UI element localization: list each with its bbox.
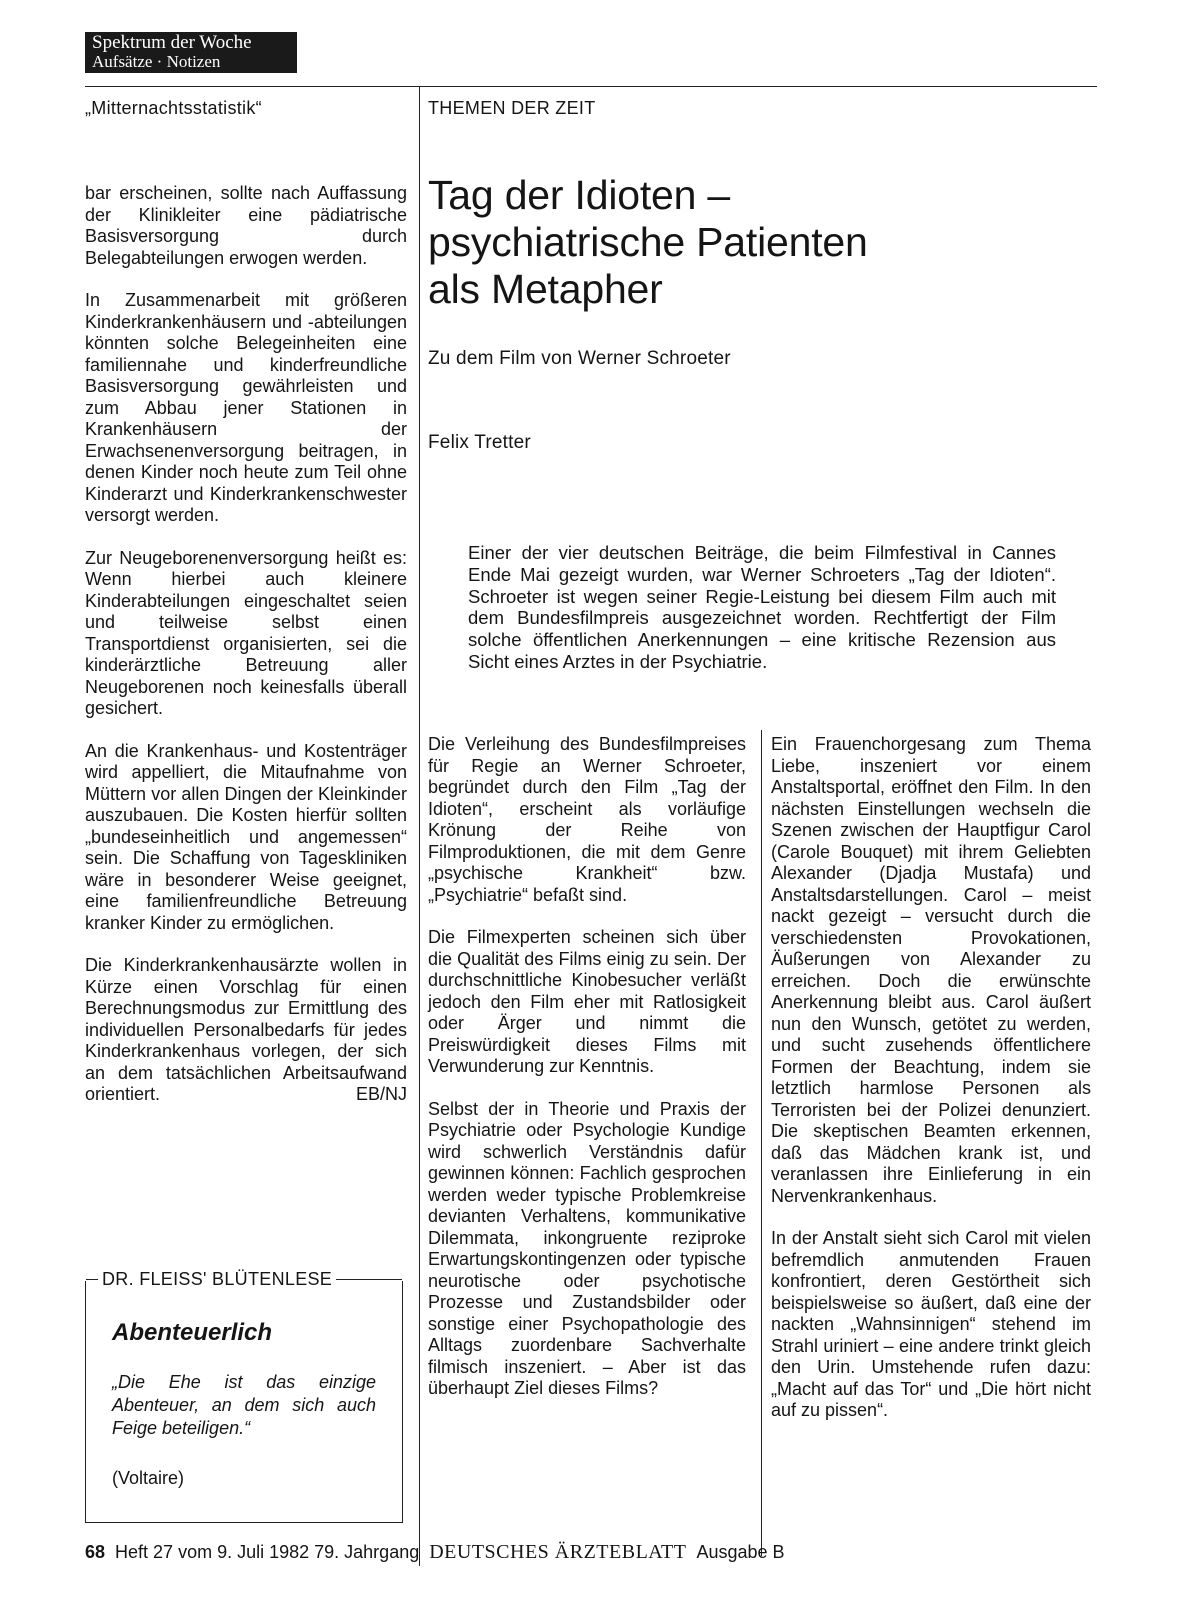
left-section-label: „Mitternachtsstatistik“ [85, 98, 262, 118]
signature: EB/NJ [355, 1084, 407, 1104]
article-paragraph: In der Anstalt sieht sich Carol mit vielen befremdlich anmutenden Frauen konfrontiert, deren Gestörtheit sich beispielsweise so äußert, daß eine der nackten „Wahnsinnigen“ stehend im Strahl uriniert – eine andere trinkt gleich den Urin. Umstehende rufen dazu: „Macht auf das Tor“ und „Die hört nicht auf zu pissen“. [771, 1228, 1091, 1420]
column-divider [419, 86, 420, 1566]
article-headline [428, 172, 1088, 313]
article-column-divider [761, 730, 762, 1556]
article-paragraph: Die Filmexperten scheinen sich über die Qualität des Films einig zu sein. Der durchschnittliche Kinobesucher verläßt jedoch den Film eher mit Ratlosigkeit oder Ärger und nimmt die Preiswürdigkeit dieses Films mit Verwunderung zur Kenntnis. [428, 927, 746, 1076]
page-number: 68 [85, 1542, 106, 1562]
headline-line: Tag der Idioten – [428, 172, 731, 218]
article-lead: Einer der vier deutschen Beiträge, die beim Filmfestival in Cannes Ende Mai gezeigt wurden, war Werner Schroeters „Tag der Idioten“. Schroeter ist wegen seiner Regie-Leistung bei diesem Film auch mit dem Bundesfilmpreis ausgezeichnet worden. Rechtfertigt der Film solche öffentlichen Anerkennungen – eine kritische Rezension aus Sicht eines Arztes in der Psychiatrie. [468, 542, 1056, 672]
masthead-line-2: Aufsätze · Notizen [92, 52, 221, 71]
left-paragraph-last [85, 955, 407, 1106]
article-paragraph: Die Verleihung des Bundesfilmpreises für Regie an Werner Schroeter, begründet durch den Film „Tag der Idioten“, erscheint als vorläufige Krönung der Reihe von Filmproduktionen, die mit dem Genre „psychische Krankheit“ bzw. „Psychiatrie“ befaßt sind. [428, 734, 746, 905]
article-paragraph: Ein Frauenchorgesang zum Thema Liebe, inszeniert vor einem Anstaltsportal, eröffnet den Film. In den nächsten Einstellungen wechseln die Szenen zwischen der Hauptfigur Carol (Carole Bouquet) mit ihrem Geliebten Alexander (Djadja Mustafa) und Anstaltsdarstellungen. Carol – meist nackt gezeigt – versucht durch die verschiedensten Provokationen, Äußerungen von Alexander zu erreichen. Doch die erwünschte Anerkennung bleibt aus. Carol äußert nun den Wunsch, getötet zu werden, und sucht zusehends öffentlichere Formen der Beachtung, indem sie letztlich harmlose Personen als Terroristen bei der Polizei denunziert. Die skeptischen Beamten erkennen, daß das Mädchen krank ist, und veranlassen ihre Einlieferung in ein Nervenkrankenhaus. [771, 734, 1091, 1206]
quote-author: (Voltaire) [112, 1468, 185, 1488]
edition: Ausgabe B [696, 1542, 785, 1562]
issue-info: Heft 27 vom 9. Juli 1982 79. Jahrgang [115, 1542, 420, 1562]
article-author: Felix Tretter [428, 432, 531, 453]
page-footer [85, 1541, 785, 1564]
section-masthead [85, 32, 297, 73]
article-paragraph: Selbst der in Theorie und Praxis der Psychiatrie oder Psychologie Kundige wird schwerlich Verständnis dafür gewinnen können: Fachlich gesprochen werden weder typische Problemkreise devianten Verhaltens, kommunikative Dilemmata, inkongruente reziproke Erwartungskontingenzen oder typische neurotische oder psychotische Prozesse und Zustandsbilder oder sonstige einer Psychopathologie des Alltags zuordenbare Sachverhalte filmisch inszeniert. – Aber ist das überhaupt Ziel dieses Films? [428, 1098, 746, 1398]
article-section-label: THEMEN DER ZEIT [428, 98, 596, 118]
masthead-line-1: Spektrum der Woche [92, 32, 252, 53]
headline-line: psychiatrische Patienten [428, 219, 868, 265]
quote-box-title: Abenteuerlich [112, 1319, 273, 1346]
quote-text: „Die Ehe ist das einzige Abenteuer, an dem sich auch Feige beteiligen.“ [112, 1372, 376, 1438]
quote-box-heading: DR. FLEISS' BLÜTENLESE [98, 1269, 336, 1290]
article-column-2 [771, 734, 1091, 1443]
left-paragraph: bar erscheinen, sollte nach Auffassung der Klinikleiter eine pädiatrische Basisversorgung durch Belegabteilungen erwogen werden. [85, 183, 407, 268]
left-paragraph: An die Krankenhaus- und Kostenträger wird appelliert, die Mitaufnahme von Müttern vor allen Dingen der Kleinkinder auszubauen. Die Kosten hierfür sollten „bundeseinheitlich und angemessen“ sein. Die Schaffung von Tageskliniken wäre in besonderer Weise geeignet, eine familienfreundliche Betreuung kranker Kinder zu ermöglichen. [85, 740, 407, 933]
left-column-body [85, 183, 407, 1127]
top-rule [85, 86, 1097, 87]
left-paragraph: Die Kinderkrankenhausärzte wollen in Kürze einen Vorschlag für einen Berechnungsmodus zur Ermittlung des individuellen Personalbedarfs für jedes Kinderkrankenhaus vorlegen, der sich an dem tatsächlichen Arbeitsaufwand orientiert. [85, 955, 407, 1104]
left-paragraph: Zur Neugeborenenversorgung heißt es: Wenn hierbei auch kleinere Kinderabteilungen eingeschaltet seien und teilweise selbst einen Transportdienst organisierten, sei die kinderärztliche Betreuung aller Neugeborenen noch keinesfalls überall gesichert. [85, 547, 407, 718]
quote-box-header [86, 1269, 402, 1290]
article-column-1 [428, 734, 746, 1421]
headline-line: als Metapher [428, 266, 663, 312]
article-subtitle: Zu dem Film von Werner Schroeter [428, 348, 731, 369]
left-paragraph: In Zusammenarbeit mit größeren Kinderkrankenhäusern und -abteilungen könnten solche Belegeinheiten eine familiennahe und kinderfreundliche Basisversorgung gewährleisten und zum Abbau jener Stationen in Krankenhäusern der Erwachsenenversorgung beitragen, in denen Kinder noch heute zum Teil ohne Kinderarzt und Kinderkrankenschwester versorgt werden. [85, 290, 407, 525]
journal-name: DEUTSCHES ÄRZTEBLATT [429, 1541, 687, 1563]
quote-box [85, 1269, 403, 1523]
